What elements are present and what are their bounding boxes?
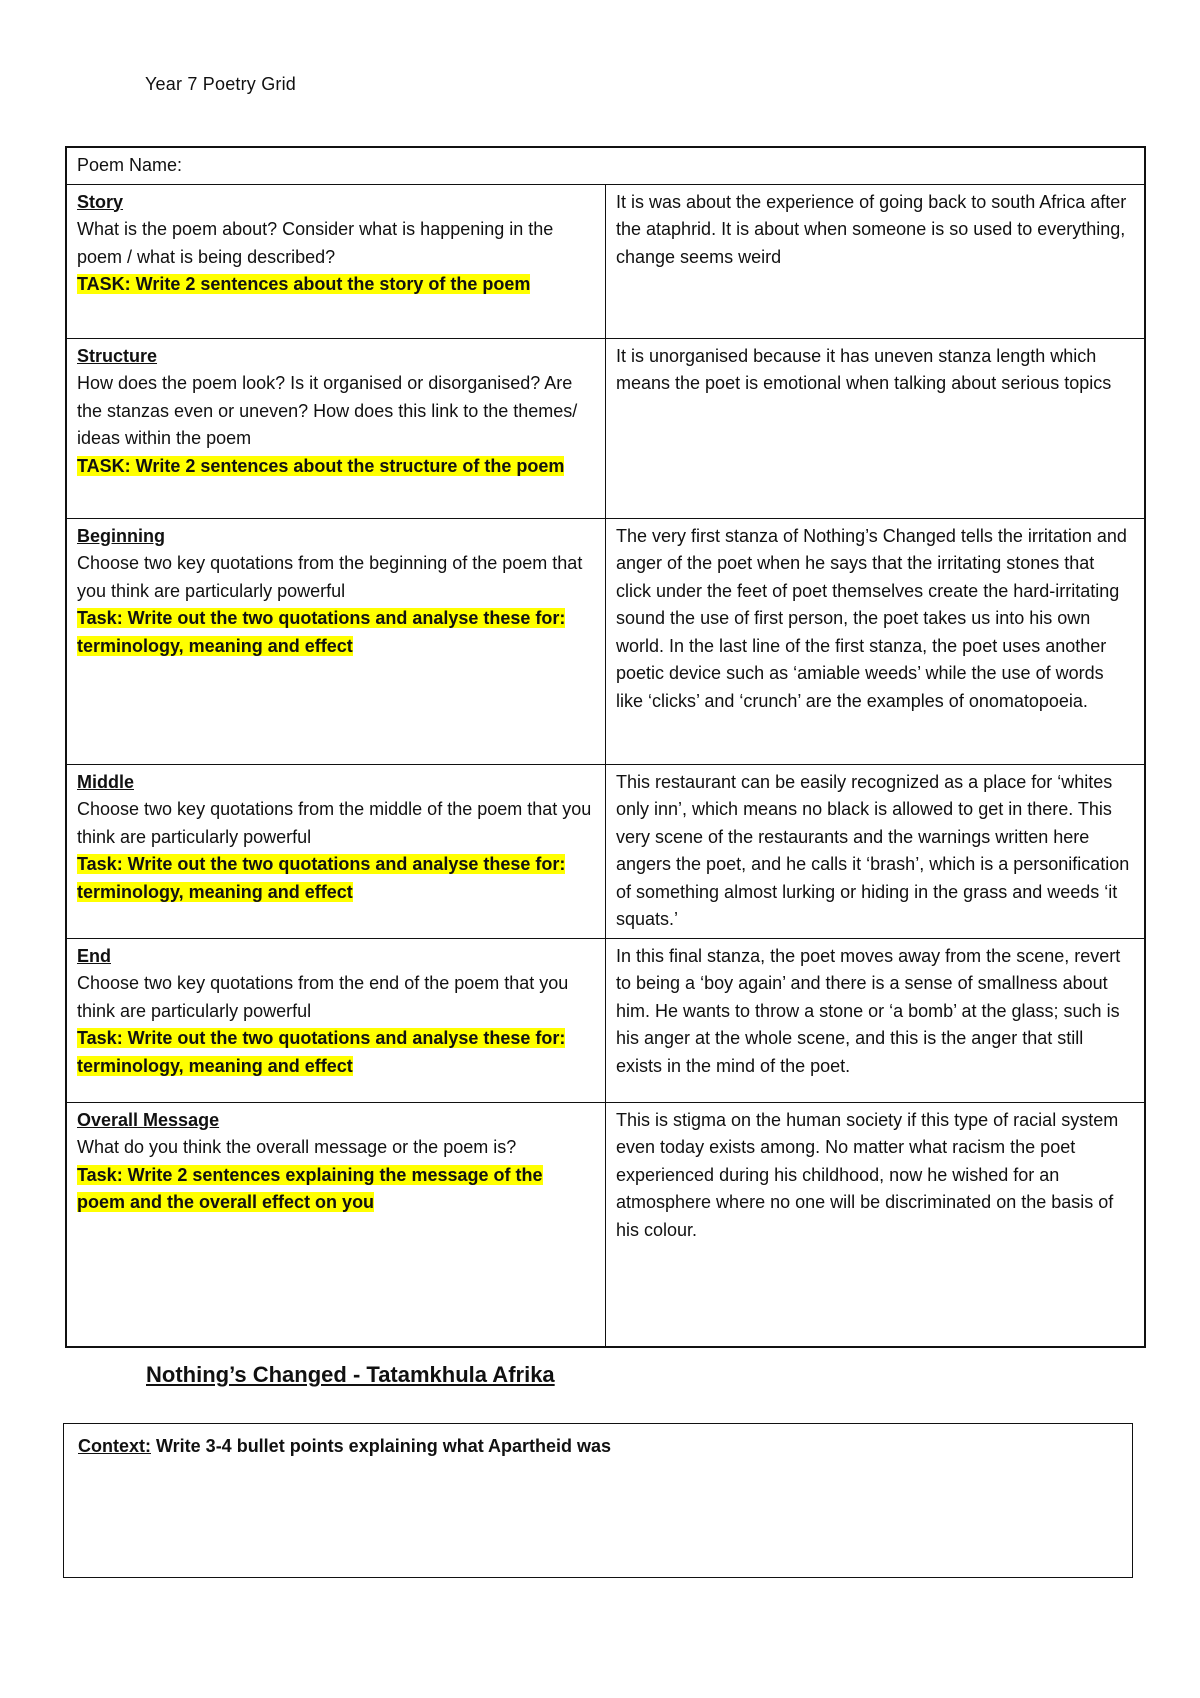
row-task: TASK: Write 2 sentences about the structure of the poem bbox=[77, 455, 565, 476]
middle-answer-cell[interactable]: This restaurant can be easily recognized as a place for ‘whites only inn’, which means no black is allowed to get in there. This very scene of the restaurants and the warnings written here angers the poet, and he calls it ‘brash’, which is a personification of something almost lurking or hiding in the grass and weeds ‘it squats.’ bbox=[606, 764, 1146, 938]
end-row bbox=[66, 938, 1145, 1102]
row-prompt: What is the poem about? Consider what is happening in the poem / what is being described? bbox=[77, 219, 554, 267]
overall-message-row bbox=[66, 1102, 1145, 1347]
structure-question-cell bbox=[66, 338, 606, 518]
context-instruction: Write 3-4 bullet points explaining what Apartheid was bbox=[151, 1436, 612, 1456]
row-task: Task: Write out the two quotations and analyse these for: terminology, meaning and effect bbox=[77, 1028, 566, 1076]
row-heading: Overall Message bbox=[77, 1109, 220, 1130]
beginning-row bbox=[66, 518, 1145, 764]
poem-title: Nothing’s Changed - Tatamkhula Afrika bbox=[146, 1362, 555, 1387]
end-question-cell bbox=[66, 938, 606, 1102]
middle-row bbox=[66, 764, 1145, 938]
row-heading: Middle bbox=[77, 771, 134, 792]
row-heading: Story bbox=[77, 191, 124, 212]
row-heading: Beginning bbox=[77, 525, 165, 546]
row-task: Task: Write out the two quotations and analyse these for: terminology, meaning and effect bbox=[77, 854, 566, 902]
poem-name-row bbox=[66, 147, 1145, 184]
story-question-cell bbox=[66, 184, 606, 338]
beginning-question-cell bbox=[66, 518, 606, 764]
story-answer-cell[interactable]: It is was about the experience of going back to south Africa after the ataphrid. It is about when someone is so used to everything, change seems weird bbox=[606, 184, 1146, 338]
overall-message-question-cell bbox=[66, 1102, 606, 1347]
row-heading: Structure bbox=[77, 345, 158, 366]
row-prompt: How does the poem look? Is it organised or disorganised? Are the stanzas even or uneven? How does this link to the themes/ ideas within the poem bbox=[77, 373, 578, 448]
poetry-grid-table bbox=[65, 146, 1146, 1348]
row-prompt: What do you think the overall message or the poem is? bbox=[77, 1137, 517, 1157]
row-prompt: Choose two key quotations from the middle of the poem that you think are particularly powerful bbox=[77, 799, 592, 847]
end-answer-cell[interactable]: In this final stanza, the poet moves away from the scene, revert to being a ‘boy again’ and there is a sense of smallness about him. He wants to throw a stone or ‘a bomb’ at the glass; such is his anger at the whole scene, and this is the anger that still exists in the mind of the poet. bbox=[606, 938, 1146, 1102]
row-heading: End bbox=[77, 945, 111, 966]
poem-name-label: Poem Name: bbox=[66, 147, 1145, 184]
row-task: Task: Write out the two quotations and analyse these for: terminology, meaning and effect bbox=[77, 608, 566, 656]
structure-answer-cell[interactable]: It is unorganised because it has uneven stanza length which means the poet is emotional when talking about serious topics bbox=[606, 338, 1146, 518]
story-row bbox=[66, 184, 1145, 338]
overall-message-answer-cell[interactable]: This is stigma on the human society if this type of racial system even today exists among. No matter what racism the poet experienced during his childhood, now he wished for an atmosphere where no one will be discriminated on the basis of his colour. bbox=[606, 1102, 1146, 1347]
row-task: Task: Write 2 sentences explaining the message of the poem and the overall effect on you bbox=[77, 1164, 543, 1212]
context-box[interactable] bbox=[63, 1423, 1133, 1578]
structure-row bbox=[66, 338, 1145, 518]
row-task: TASK: Write 2 sentences about the story of the poem bbox=[77, 274, 531, 294]
row-prompt: Choose two key quotations from the beginning of the poem that you think are particularly powerful bbox=[77, 553, 583, 601]
row-prompt: Choose two key quotations from the end of the poem that you think are particularly powerful bbox=[77, 973, 569, 1021]
document-title: Year 7 Poetry Grid bbox=[145, 74, 297, 94]
middle-question-cell bbox=[66, 764, 606, 938]
beginning-answer-cell[interactable]: The very first stanza of Nothing’s Changed tells the irritation and anger of the poet when he says that the irritating stones that click under the feet of poet themselves create the hard-irritating sound the use of first person, the poet takes us into his own world. In the last line of the first stanza, the poet uses another poetic device such as ‘amiable weeds’ while the use of words like ‘clicks’ and ‘crunch’ are the examples of onomatopoeia. bbox=[606, 518, 1146, 764]
context-label: Context: bbox=[78, 1436, 151, 1456]
